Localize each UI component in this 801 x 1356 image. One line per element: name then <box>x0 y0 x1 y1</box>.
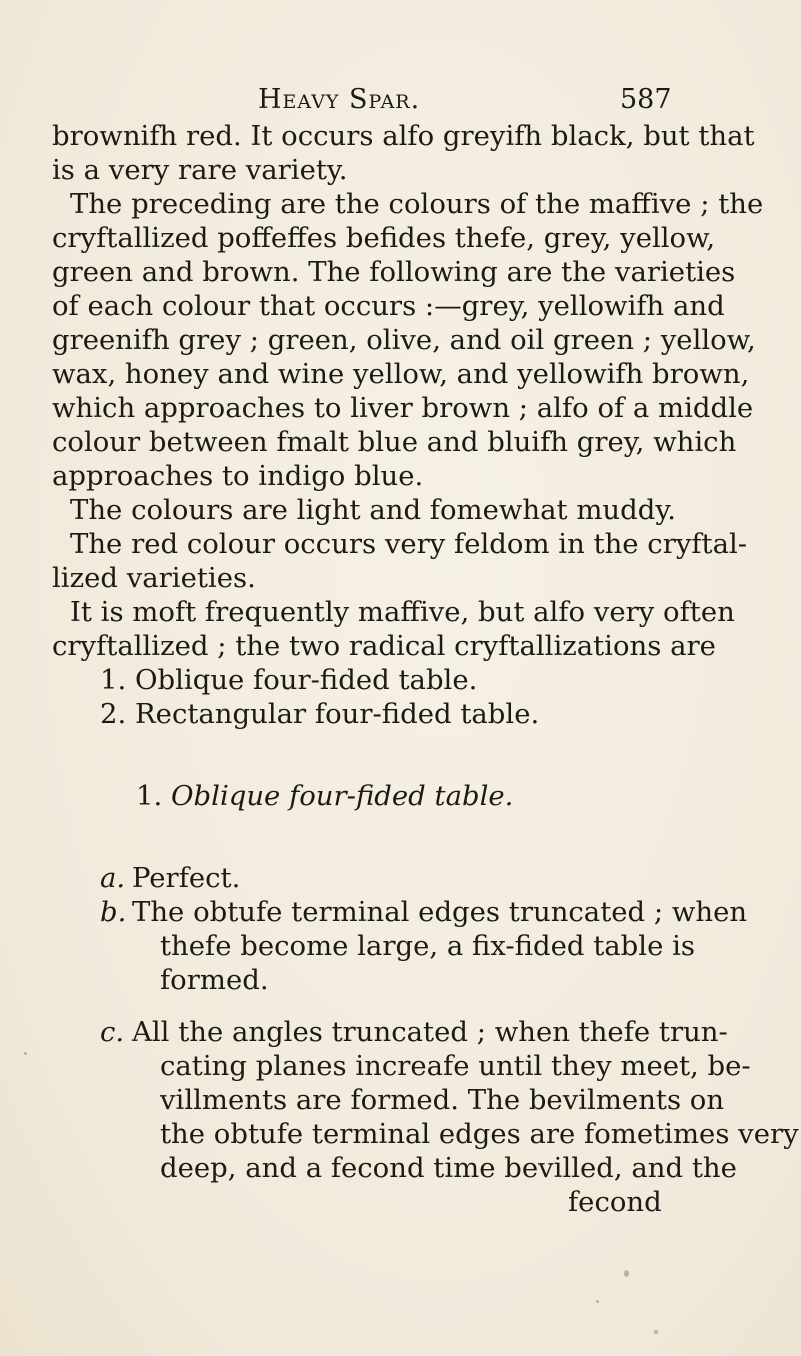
section-number: 1. <box>136 780 163 812</box>
section-title: Oblique four-fided table. <box>171 780 514 812</box>
paper-speck <box>654 1330 658 1334</box>
item-line: deep, and a fecond time bevilled, and the <box>160 1152 737 1184</box>
text-line: The preceding are the colours of the maffive ; the <box>70 188 764 220</box>
item-label: a. <box>100 862 126 894</box>
text-line: lized varieties. <box>52 562 256 594</box>
item-line: All the angles truncated ; when thefe trun- <box>132 1016 728 1048</box>
page-number: 587 <box>620 84 672 115</box>
text-line: is a very rare variety. <box>52 154 348 186</box>
item-line: thefe become large, a fix-fided table is <box>160 930 695 962</box>
text-line: greenifh grey ; green, olive, and oil green ; yellow, <box>52 324 756 356</box>
text-line: which approaches to liver brown ; alfo of a middle <box>52 392 754 424</box>
text-line: The red colour occurs very feldom in the cryftal- <box>70 528 748 560</box>
paper-speck <box>24 1052 27 1055</box>
paper-speck <box>596 1300 599 1303</box>
text-line: The colours are light and fomewhat muddy. <box>70 494 676 526</box>
text-line: 1. Oblique four-fided table. <box>100 664 478 696</box>
item-label: b. <box>100 896 127 928</box>
section-heading <box>136 780 513 812</box>
text-line: cryftallized poffeffes befides thefe, grey, yellow, <box>52 222 716 254</box>
paper-speck <box>624 1270 629 1277</box>
item-line: The obtufe terminal edges truncated ; when <box>132 896 748 928</box>
item-line: the obtufe terminal edges are fometimes very <box>160 1118 799 1150</box>
item-label: c. <box>100 1016 125 1048</box>
item-line: Perfect. <box>132 862 241 894</box>
text-line: It is moft frequently maffive, but alfo very often <box>70 596 735 628</box>
text-line: approaches to indigo blue. <box>52 460 424 492</box>
item-line: cating planes increafe until they meet, be- <box>160 1050 751 1082</box>
catchword: fecond <box>568 1186 662 1218</box>
item-line: formed. <box>160 964 269 996</box>
text-line: wax, honey and wine yellow, and yellowifh brown, <box>52 358 750 390</box>
text-line: colour between fmalt blue and bluifh grey, which <box>52 426 737 458</box>
text-line: brownifh red. It occurs alfo greyifh black, but that <box>52 120 755 152</box>
item-line: villments are formed. The bevilments on <box>160 1084 725 1116</box>
text-line: cryftallized ; the two radical cryftallizations are <box>52 630 716 662</box>
running-head: Heavy Spar. <box>258 84 421 115</box>
text-line: of each colour that occurs :—grey, yellowifh and <box>52 290 725 322</box>
text-line: 2. Rectangular four-fided table. <box>100 698 540 730</box>
text-line: green and brown. The following are the varieties <box>52 256 736 288</box>
